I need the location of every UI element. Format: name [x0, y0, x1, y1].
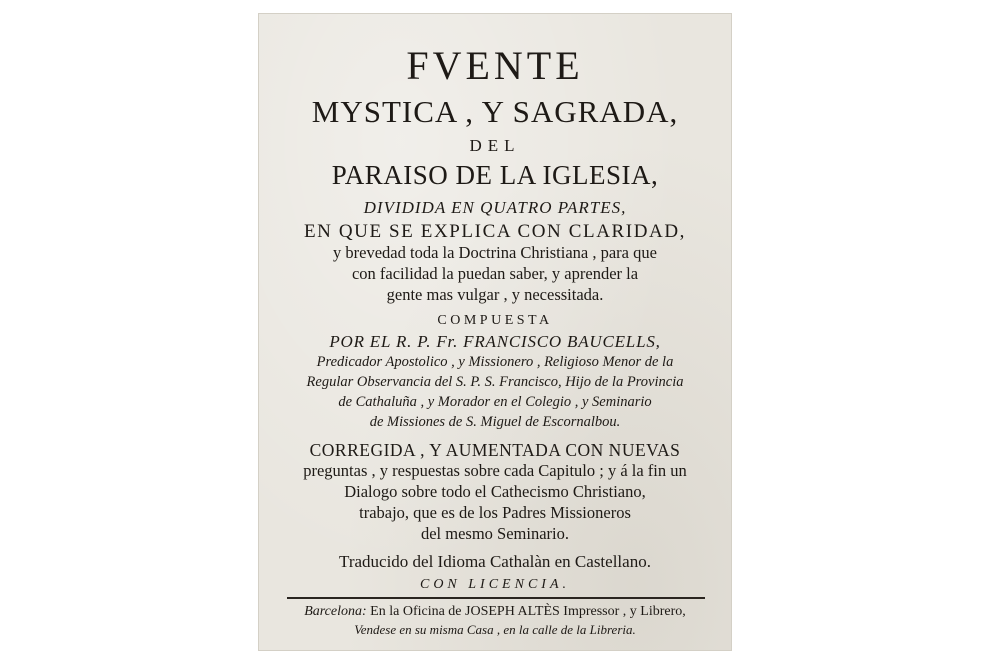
- author-detail-line: de Missiones de S. Miguel de Escornalbou.: [369, 414, 621, 430]
- corrected-line: preguntas , y respuestas sobre cada Capitulo ; y á la fin un: [303, 461, 687, 480]
- explanation-line: EN QUE SE EXPLICA CON CLARIDAD,: [303, 221, 687, 242]
- body-line: y brevedad toda la Doctrina Christiana , para que: [333, 243, 657, 262]
- author-detail-line: Regular Observancia del S. P. S. Francisco, Hijo de la Provincia: [306, 374, 684, 390]
- corrected-line: trabajo, que es de los Padres Missioneros: [359, 503, 631, 522]
- author-detail-line: Predicador Apostolico , y Missionero , Religioso Menor de la: [316, 354, 674, 370]
- divider-rule: [287, 597, 705, 599]
- composed-heading: COMPUESTA: [437, 313, 553, 328]
- divided-line: DIVIDIDA EN QUATRO PARTES,: [363, 198, 627, 217]
- body-line: gente mas vulgar , y necessitada.: [386, 285, 604, 304]
- title-page: [259, 14, 731, 650]
- imprint-place: Barcelona:: [304, 604, 367, 619]
- body-line: con facilidad la puedan saber, y aprender la: [351, 264, 639, 283]
- title-line-2: MYSTICA , Y SAGRADA,: [311, 94, 679, 129]
- translated-line: Traducido del Idioma Cathalàn en Castellano.: [339, 552, 651, 571]
- author-line: POR EL R. P. Fr. FRANCISCO BAUCELLS,: [329, 332, 661, 351]
- title-line-4: PARAISO DE LA IGLESIA,: [331, 160, 659, 190]
- title-line-1: FVENTE: [406, 43, 584, 88]
- corrected-heading: CORREGIDA , Y AUMENTADA CON NUEVAS: [309, 440, 681, 460]
- imprint-line-1: [259, 603, 731, 621]
- title-line-3: DEL: [469, 136, 521, 155]
- imprint-line-2: Vendese en su misma Casa , en la calle de la Libreria.: [354, 622, 636, 637]
- corrected-line: del mesmo Seminario.: [420, 524, 570, 543]
- author-detail-line: de Cathaluña , y Morador en el Colegio , y Seminario: [338, 394, 652, 410]
- corrected-line: Dialogo sobre todo el Cathecismo Christiano,: [344, 482, 646, 501]
- imprint-text: En la Oficina de JOSEPH ALTÈS Impressor , y Librero,: [370, 604, 686, 619]
- license-line: CON LICENCIA.: [419, 577, 570, 592]
